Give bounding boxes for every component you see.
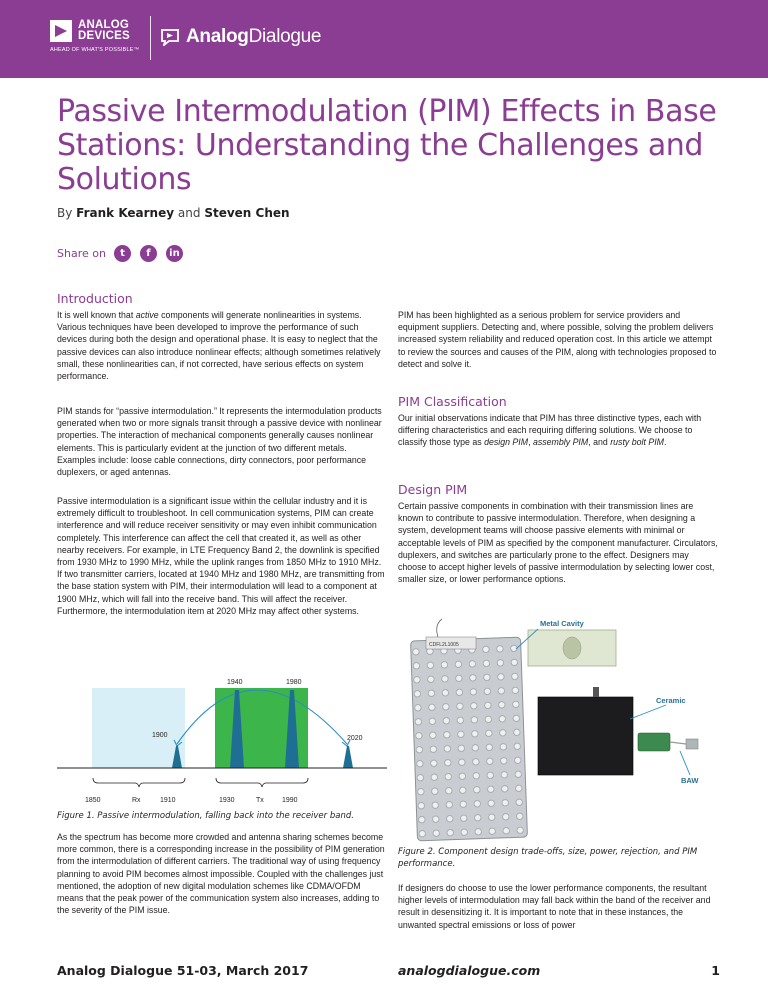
- byline-by: By: [57, 206, 73, 220]
- class-em-assembly: assembly PIM: [532, 437, 589, 448]
- linkedin-icon[interactable]: in: [166, 245, 183, 262]
- page-number: 1: [711, 963, 720, 978]
- label-rx: Rx: [132, 797, 141, 804]
- label-baw: BAW: [681, 776, 699, 785]
- label-ceramic: Ceramic: [656, 696, 686, 705]
- label-1980: 1980: [286, 679, 302, 686]
- intro-paragraph-3: Passive intermodulation is a significant issue within the cellular industry and it is extremely difficult to troubleshoot. In cell communication systems, PIM can create interference and will reduce receiver sensitivity or may even inhibit communication completely. This interference can affect the cell that created it, as well as other nearby receivers. For example, in LTE Frequency Band 2, the downlink is specified from 1930 MHz to 1990 MHz, while the uplink ranges from 1850 MHz to 1910 MHz. If two transmitter carriers, located at 1940 MHz and 1980 MHz, are transmitting from the base station system with PIM, their intermodulation will lead to a component at 1900 MHz, which will fall into the receive band. This will affect the receiver. Furthermore, the intermodulation item at 2020 MHz may affect other systems.: [57, 496, 385, 616]
- baw-pointer: [680, 751, 690, 775]
- share-label: Share on: [57, 247, 106, 260]
- adi-tagline: AHEAD OF WHAT'S POSSIBLE™: [50, 47, 140, 53]
- figure-2-components-photo: [398, 615, 718, 845]
- figure-1-spectrum: [57, 672, 387, 808]
- cavity-wire: [437, 619, 442, 637]
- rx-band: [92, 688, 185, 768]
- adi-logo-line1: ANALOG: [78, 19, 130, 31]
- brand-analog: Analog: [186, 26, 249, 47]
- classification-heading: PIM Classification: [398, 394, 507, 409]
- intro-p1-pre: It is well known that: [57, 310, 136, 320]
- twitter-icon[interactable]: t: [114, 245, 131, 262]
- figure-1-caption: Figure 1. Passive intermodulation, falling back into the receiver band.: [57, 811, 354, 821]
- baw-board: [638, 733, 670, 751]
- figure-2-caption: Figure 2. Component design trade-offs, size, power, rejection, and PIM performance.: [398, 847, 698, 869]
- classification-paragraph: [398, 412, 718, 449]
- baw-lead: [670, 742, 686, 744]
- header-divider: [150, 16, 151, 60]
- class-em-design: design PIM: [484, 437, 529, 448]
- analog-dialogue-logo[interactable]: [160, 26, 321, 48]
- bill-portrait: [563, 637, 581, 659]
- label-1930: 1930: [219, 797, 235, 804]
- class-sep-1: ,: [528, 437, 533, 448]
- baw-connector: [686, 739, 698, 749]
- ceramic-pointer: [630, 705, 666, 719]
- adi-logo-text: [78, 20, 130, 41]
- rx-brace: [93, 778, 185, 787]
- dialogue-bubble-icon: [160, 28, 180, 46]
- author-2[interactable]: Steven Chen: [204, 206, 290, 220]
- label-metal-cavity: Metal Cavity: [540, 619, 584, 628]
- article-title: Passive Intermodulation (PIM) Effects in Base Stations: Understanding the Challenges and Solutions: [57, 94, 717, 197]
- intro-p1-em: active: [135, 310, 159, 320]
- header-bar: [0, 0, 768, 78]
- share-bar: [57, 245, 192, 262]
- author-1[interactable]: Frank Kearney: [76, 206, 175, 220]
- label-2020: 2020: [347, 735, 363, 742]
- intro-paragraph-1: [57, 309, 387, 382]
- right-paragraph-last: If designers do choose to use the lower performance components, the resultant higher levels of intermodulation may fall back within the band of the receiver and result in desensitizing it. It is important to note that in these instances, the unwanted spectral emissions or loss of power: [398, 883, 711, 930]
- class-end: .: [664, 437, 667, 448]
- metal-cavity-filter: [411, 637, 528, 841]
- intro-heading: Introduction: [57, 291, 133, 306]
- design-pim-paragraph: Certain passive components in combination with their transmission lines are known to contribute to passive intermodulation. Therefore, when designing a system, development teams will choose passive elements with minimal or acceptable levels of PIM as specified by the component manufacturer. Circulators, duplexers, and switches are particularly prone to the effect. Designers may choose to accept higher levels of passive intermodulation by selecting lower cost, smaller size, or lower performance options.: [398, 501, 718, 585]
- device-label: CDFL2L1005: [429, 642, 459, 648]
- imd-spike-2020: [343, 746, 353, 768]
- tx-brace: [216, 778, 308, 787]
- left-paragraph-4: As the spectrum has become more crowded and antenna sharing schemes become more common, there is a corresponding increase in the possibility of PIM generation from the intermodulation of different carriers. The traditional way of using frequency planning to avoid PIM becomes almost impossible. Coupled with the challenges just mentioned, the adoption of new digital modulation schemes like CDMA/OFDM means that the peak power of the communication system also increases, adding to the severity of the PIM issue.: [57, 832, 385, 916]
- ceramic-connector: [593, 687, 599, 697]
- label-1900: 1900: [152, 732, 168, 739]
- ceramic-filter: [538, 697, 633, 775]
- label-1910: 1910: [160, 797, 176, 804]
- intro-paragraph-2: PIM stands for “passive intermodulation.” It represents the intermodulation products generated when two or more signals transit through a passive device with nonlinear properties. The interaction of mechanical components generally causes nonlinear elements. This is particularly evident at the junction of two different metals. Examples include: loose cable connections, dirty connectors, poor performance duplexers, or aged antennas.: [57, 406, 382, 478]
- design-pim-heading: Design PIM: [398, 482, 468, 497]
- brand-dialogue: Dialogue: [248, 26, 322, 47]
- label-1940: 1940: [227, 679, 243, 686]
- footer-site-link[interactable]: analogdialogue.com: [398, 963, 541, 978]
- byline: [57, 206, 290, 220]
- facebook-icon[interactable]: f: [140, 245, 157, 262]
- right-paragraph-1: PIM has been highlighted as a serious problem for service providers and equipment suppliers. Detecting and, where possible, solving the problem delivers increased system reliability and reduced operation cost. In this article we attempt to review the sources and causes of the PIM, along with technologies proposed to detect and solve it.: [398, 310, 717, 369]
- analog-devices-logo[interactable]: [50, 20, 130, 42]
- intro-p1-post: components will generate nonlinearities in systems. Various techniques have been developed to improve the performance of such devices during both the design and operational phase. It is easy to neglect that the passive devices can also introduce nonlinear effects; although sometimes relatively small, these nonlinearities can, if not corrected, have serious effects on system performance.: [57, 310, 381, 382]
- label-1850: 1850: [85, 797, 101, 804]
- class-p-pre: Our initial observations indicate that PIM has three distinctive types, each with differing characteristics and each requiring differing solutions. We choose to classify those type as: [398, 413, 702, 448]
- class-em-rusty: rusty bolt PIM: [610, 437, 665, 448]
- adi-logo-icon: [50, 20, 72, 42]
- byline-and: and: [177, 206, 201, 220]
- label-1990: 1990: [282, 797, 298, 804]
- label-tx: Tx: [256, 797, 264, 804]
- class-sep-2: , and: [588, 437, 611, 448]
- adi-logo-line2: DEVICES: [78, 29, 130, 42]
- footer-issue: Analog Dialogue 51-03, March 2017: [57, 963, 309, 978]
